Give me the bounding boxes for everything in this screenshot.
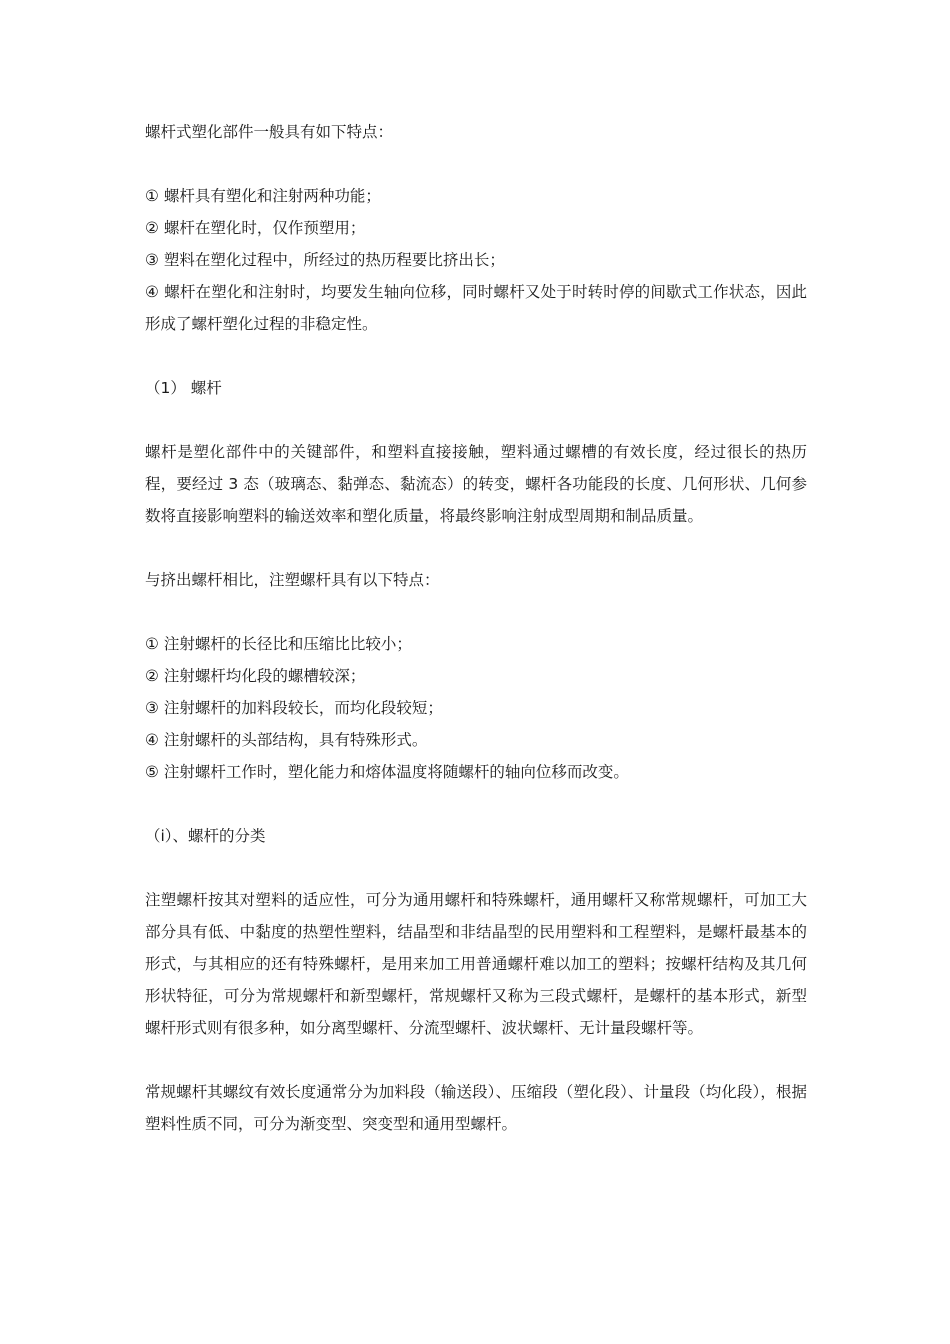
compare-item-4: ④ 注射螺杆的头部结构，具有特殊形式。 (145, 731, 428, 749)
feature-item-2: ② 螺杆在塑化时，仅作预塑用； (145, 219, 366, 237)
intro-heading: 螺杆式塑化部件一般具有如下特点： (145, 123, 394, 141)
spacer (145, 532, 807, 564)
classification-paragraph: 注塑螺杆按其对塑料的适应性，可分为通用螺杆和特殊螺杆，通用螺杆又称常规螺杆，可加工大部分具有低、中黏度的热塑性塑料，结晶型和非结晶型的民用塑料和工程塑料，是螺杆最基本的形式，与其相应的还有特殊螺杆，是用来加工用普通螺杆难以加工的塑料；按螺杆结构及其几何形状特征，可分为常规螺杆和新型螺杆，常规螺杆又称为三段式螺杆，是螺杆的基本形式，新型螺杆形式则有很多种，如分离型螺杆、分流型螺杆、波状螺杆、无计量段螺杆等。 (145, 891, 807, 1037)
feature-item-3: ③ 塑料在塑化过程中，所经过的热历程要比挤出长； (145, 251, 505, 269)
feature-item-1: ① 螺杆具有塑化和注射两种功能； (145, 187, 381, 205)
spacer (145, 596, 807, 628)
conventional-paragraph: 常规螺杆其螺纹有效长度通常分为加料段（输送段）、压缩段（塑化段）、计量段（均化段），根据塑料性质不同，可分为渐变型、突变型和通用型螺杆。 (145, 1083, 807, 1133)
document-body (145, 116, 807, 1140)
compare-item-2: ② 注射螺杆均化段的螺槽较深； (145, 667, 366, 685)
subsection-heading: （ⅰ）、螺杆的分类 (145, 827, 266, 845)
spacer (145, 788, 807, 820)
spacer (145, 148, 807, 180)
spacer (145, 852, 807, 884)
compare-heading: 与挤出螺杆相比，注塑螺杆具有以下特点： (145, 571, 440, 589)
compare-item-3: ③ 注射螺杆的加料段较长，而均化段较短； (145, 699, 443, 717)
section-1-paragraph: 螺杆是塑化部件中的关键部件，和塑料直接接触，塑料通过螺槽的有效长度，经过很长的热历程，要经过 3 态（玻璃态、黏弹态、黏流态）的转变，螺杆各功能段的长度、几何形状、几何参数将直接影响塑料的输送效率和塑化质量，将最终影响注射成型周期和制品质量。 (145, 443, 807, 525)
compare-item-5: ⑤ 注射螺杆工作时，塑化能力和熔体温度将随螺杆的轴向位移而改变。 (145, 763, 629, 781)
compare-item-1: ① 注射螺杆的长径比和压缩比比较小； (145, 635, 412, 653)
section-1-heading: （1） 螺杆 (145, 379, 222, 397)
spacer (145, 404, 807, 436)
spacer (145, 340, 807, 372)
feature-item-4: ④ 螺杆在塑化和注射时，均要发生轴向位移，同时螺杆又处于时转时停的间歇式工作状态，因此形成了螺杆塑化过程的非稳定性。 (145, 283, 807, 333)
spacer (145, 1044, 807, 1076)
